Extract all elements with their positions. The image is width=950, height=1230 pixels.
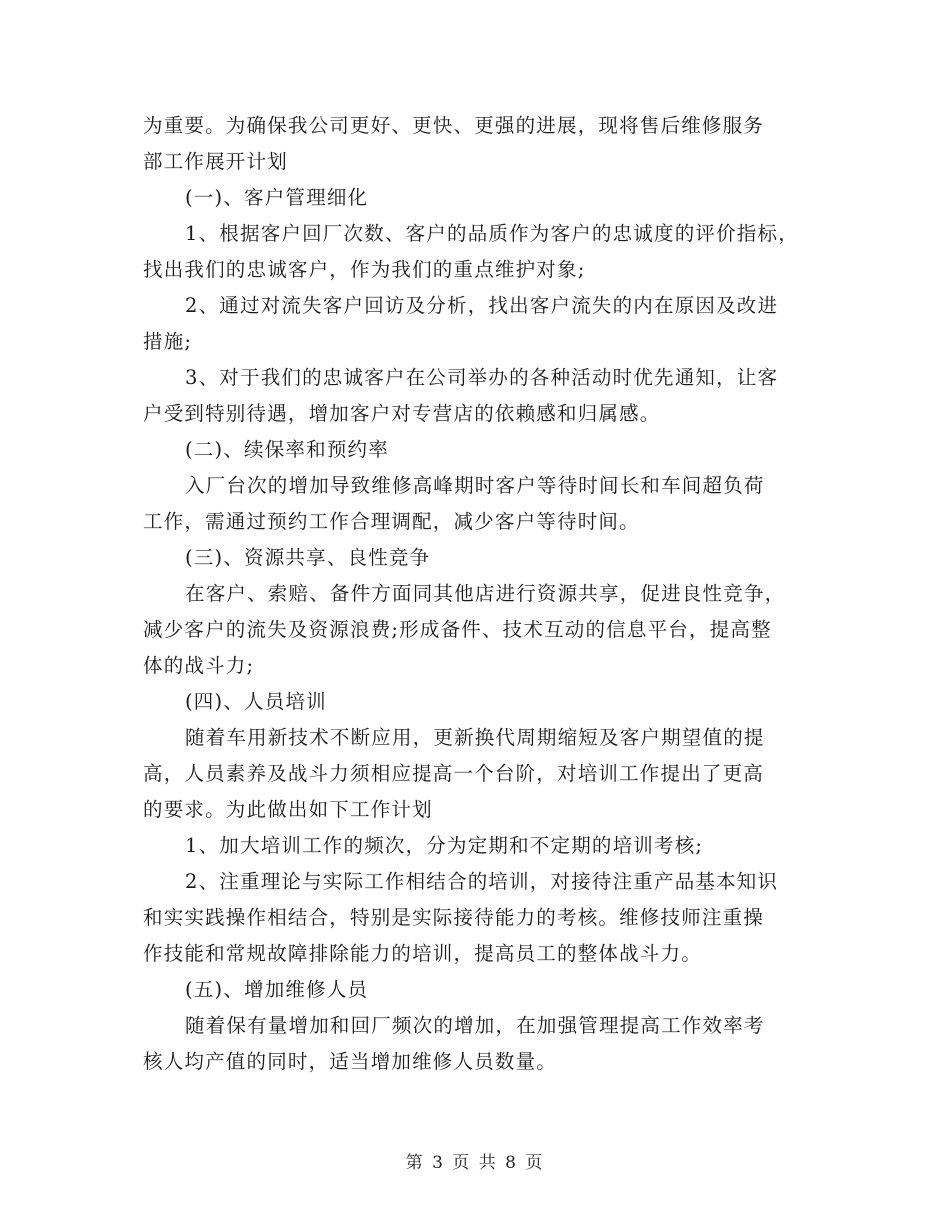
section-heading: (二)、续保率和预约率 (185, 438, 389, 461)
body-line: 部工作展开计划 (143, 150, 288, 173)
body-line: 3、对于我们的忠诚客户在公司举办的各种活动时优先通知，让客 (185, 366, 779, 389)
section-heading: (一)、客户管理细化 (185, 186, 369, 209)
section-heading: (四)、人员培训 (185, 690, 327, 713)
section-heading: (三)、资源共享、良性竞争 (185, 546, 431, 569)
body-line: 的要求。为此做出如下工作计划 (143, 798, 433, 821)
body-line: 2、注重理论与实际工作相结合的培训，对接待注重产品基本知识 (185, 870, 779, 893)
body-line: 体的战斗力; (143, 654, 255, 677)
body-line: 工作，需通过预约工作合理调配，减少客户等待时间。 (143, 510, 640, 533)
page-number-footer: 第 3 页 共 8 页 (405, 1153, 545, 1173)
body-line: 找出我们的忠诚客户，作为我们的重点维护对象; (143, 258, 586, 281)
body-line: 2、通过对流失客户回访及分析，找出客户流失的内在原因及改进 (185, 294, 779, 317)
body-line: 措施; (143, 330, 193, 353)
body-line: 入厂台次的增加导致维修高峰期时客户等待时间长和车间超负荷 (185, 474, 765, 497)
body-line: 随着车用新技术不断应用，更新换代周期缩短及客户期望值的提 (185, 726, 765, 749)
section-heading: (五)、增加维修人员 (185, 978, 369, 1001)
body-line: 核人均产值的同时，适当增加维修人员数量。 (143, 1050, 558, 1073)
body-line: 作技能和常规故障排除能力的培训，提高员工的整体战斗力。 (143, 942, 702, 965)
body-line: 1、加大培训工作的频次，分为定期和不定期的培训考核; (185, 834, 704, 857)
body-line: 随着保有量增加和回厂频次的增加，在加强管理提高工作效率考 (185, 1014, 765, 1037)
document-body (143, 108, 813, 1080)
body-line: 1、根据客户回厂次数、客户的品质作为客户的忠诚度的评价指标， (185, 222, 799, 245)
body-line: 在客户、索赔、备件方面同其他店进行资源共享，促进良性竞争， (185, 582, 786, 605)
body-line: 为重要。为确保我公司更好、更快、更强的进展，现将售后维修服务 (143, 114, 765, 137)
body-line: 户受到特别待遇，增加客户对专营店的依赖感和归属感。 (143, 402, 661, 425)
body-line: 和实实践操作相结合，特别是实际接待能力的考核。维修技师注重操 (143, 906, 765, 929)
body-line: 高，人员素养及战斗力须相应提高一个台阶，对培训工作提出了更高 (143, 762, 765, 785)
body-line: 减少客户的流失及资源浪费;形成备件、技术互动的信息平台，提高整 (143, 618, 772, 641)
